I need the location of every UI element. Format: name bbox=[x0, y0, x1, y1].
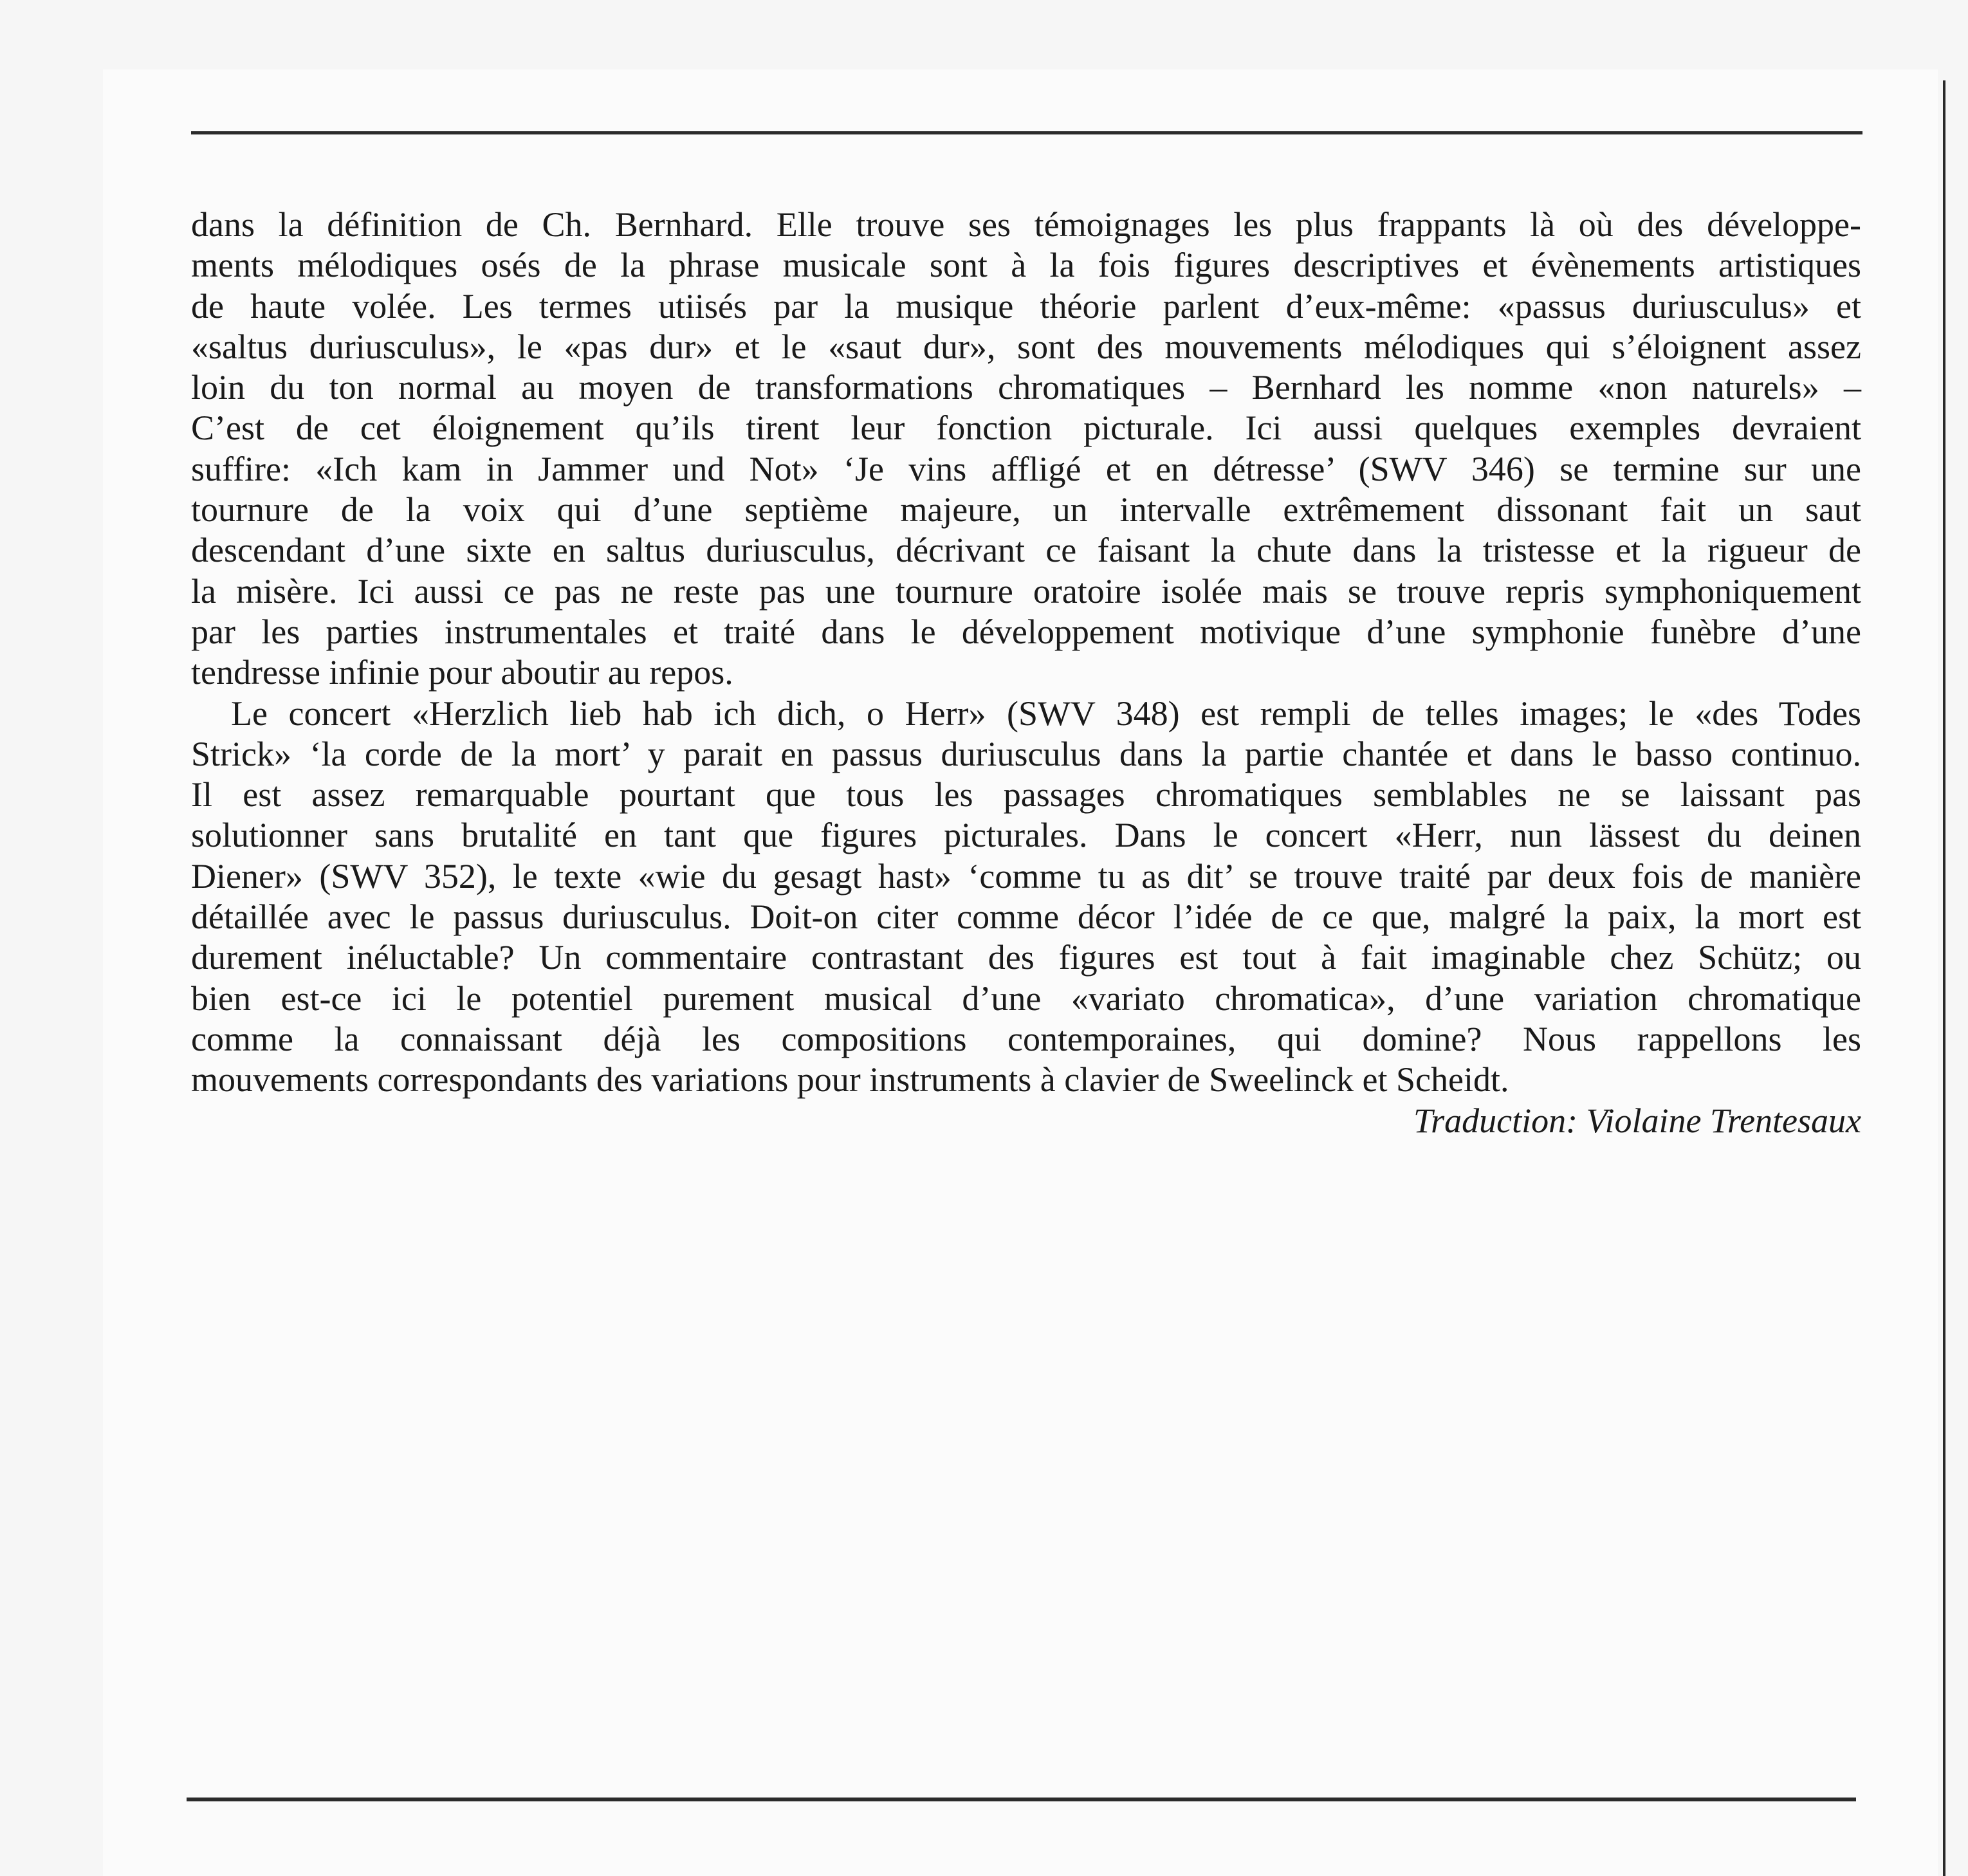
text-line: tendresse infinie pour aboutir au repos. bbox=[191, 653, 733, 692]
bottom-rule bbox=[187, 1798, 1856, 1801]
text-line: détaillée avec le passus duriusculus. Doit-on citer comme décor l’idée de ce que, malgré la paix, la mort est bbox=[191, 897, 1861, 937]
translator-signature: Traduction: Violaine Trentesaux bbox=[1413, 1101, 1861, 1140]
text-line: durement inéluctable? Un commentaire contrastant des figures est tout à fait imaginable chez Schütz; ou bbox=[191, 938, 1861, 977]
paragraph-2 bbox=[191, 694, 1861, 1101]
text-line: loin du ton normal au moyen de transformations chromatiques – Bernhard les nomme «non naturels» – bbox=[191, 368, 1861, 407]
text-line: Strick» ‘la corde de la mort’ y parait en passus duriusculus dans la partie chantée et dans le basso continuo. bbox=[191, 734, 1861, 773]
text-line: ments mélodiques osés de la phrase musicale sont à la fois figures descriptives et évènements artistiques bbox=[191, 246, 1861, 285]
text-line: bien est-ce ici le potentiel purement musical d’une «variato chromatica», d’une variation chromatique bbox=[191, 979, 1861, 1018]
text-line: Il est assez remarquable pourtant que tous les passages chromatiques semblables ne se laissant pas bbox=[191, 775, 1861, 814]
text-line: de haute volée. Les termes utiisés par la musique théorie parlent d’eux-même: «passus duriusculus» et bbox=[191, 286, 1861, 326]
text-line: tournure de la voix qui d’une septième majeure, un intervalle extrêmement dissonant fait un saut bbox=[191, 490, 1861, 529]
text-line: comme la connaissant déjà les compositions contemporaines, qui domine? Nous rappellons les bbox=[191, 1019, 1861, 1058]
text-line: la misère. Ici aussi ce pas ne reste pas une tournure oratoire isolée mais se trouve repris symphoniquement bbox=[191, 571, 1861, 611]
text-line: par les parties instrumentales et traité dans le développement motivique d’une symphonie funèbre d’une bbox=[191, 612, 1861, 651]
page-edge-line bbox=[1943, 80, 1945, 1876]
body-text bbox=[191, 205, 1861, 1141]
text-line: solutionner sans brutalité en tant que figures picturales. Dans le concert «Herr, nun lässest du deinen bbox=[191, 816, 1861, 855]
text-line: suffire: «Ich kam in Jammer und Not» ‘Je vins affligé et en détresse’ (SWV 346) se termine sur une bbox=[191, 449, 1861, 488]
text-line: Le concert «Herzlich lieb hab ich dich, o Herr» (SWV 348) est rempli de telles images; le «des Todes bbox=[231, 694, 1861, 733]
text-line: «saltus duriusculus», le «pas dur» et le «saut dur», sont des mouvements mélodiques qui s’éloignent assez bbox=[191, 327, 1861, 366]
paragraph-1 bbox=[191, 205, 1861, 694]
text-line: C’est de cet éloignement qu’ils tirent leur fonction picturale. Ici aussi quelques exemples devraient bbox=[191, 409, 1861, 448]
text-line: mouvements correspondants des variations pour instruments à clavier de Sweelinck et Scheidt. bbox=[191, 1060, 1509, 1099]
text-line: descendant d’une sixte en saltus duriusculus, décrivant ce faisant la chute dans la tristesse et la rigueur de bbox=[191, 531, 1861, 570]
text-line: dans la définition de Ch. Bernhard. Elle trouve ses témoignages les plus frappants là où des développe- bbox=[191, 205, 1861, 244]
text-line: Diener» (SWV 352), le texte «wie du gesagt hast» ‘comme tu as dit’ se trouve traité par deux fois de manière bbox=[191, 856, 1861, 896]
top-rule bbox=[191, 131, 1862, 134]
